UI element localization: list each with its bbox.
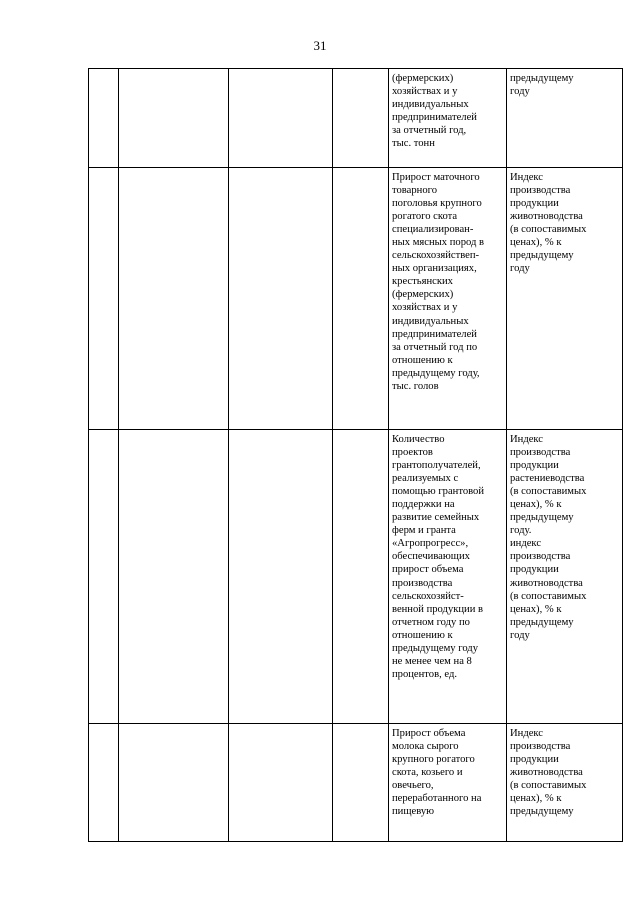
table-cell-empty — [333, 724, 389, 842]
table-cell-index — [507, 724, 623, 842]
table-row — [89, 168, 623, 430]
indicator-text: (фермерских) хозяйствах и у индивидуальных предпринимателей за отчетный год, тыс. тонн — [392, 73, 477, 150]
table-cell-empty — [333, 69, 389, 168]
table-cell-number — [89, 724, 119, 842]
table-cell-empty — [333, 168, 389, 430]
indicator-text: Количество проектов грантополучателей, реализуемых с помощью грантовой поддержки на развитие семейных ферм и гранта «Агропрогресс», обеспечивающих прирост объема производства сельскохозяйст- венной продукции в отчетном году по отношению к предыдущему году не менее чем на 8 процентов, ед. — [392, 434, 485, 680]
index-text: Индекс производства продукции животноводства (в сопоставимых ценах), % к предыдущему году — [510, 172, 587, 275]
table-cell-number — [89, 430, 119, 724]
table-cell-empty — [119, 430, 229, 724]
table-cell-empty — [229, 430, 333, 724]
table-cell-number — [89, 69, 119, 168]
index-text: Индекс производства продукции животноводства (в сопоставимых ценах), % к предыдущему — [510, 728, 587, 818]
table-cell-number — [89, 168, 119, 430]
page-number: 31 — [313, 38, 327, 53]
indicators-table — [88, 68, 623, 842]
table-cell-index — [507, 168, 623, 430]
table-row — [89, 69, 623, 168]
index-text: предыдущему году — [510, 73, 574, 98]
indicator-text: Прирост объема молока сырого крупного рогатого скота, козьего и овечьего, переработанного на пищевую — [392, 728, 482, 818]
table-cell-empty — [119, 69, 229, 168]
table-cell-indicator — [389, 430, 507, 724]
index-text: Индекс производства продукции растениеводства (в сопоставимых ценах), % к предыдущему году. индекс производства продукции животноводства (в сопоставимых ценах), % к предыдущему году — [510, 434, 587, 641]
table-cell-empty — [119, 168, 229, 430]
table-cell-empty — [229, 168, 333, 430]
table-cell-empty — [119, 724, 229, 842]
table-cell-indicator — [389, 69, 507, 168]
table-cell-empty — [229, 69, 333, 168]
table-row — [89, 430, 623, 724]
table-cell-index — [507, 430, 623, 724]
table-cell-index — [507, 69, 623, 168]
table-cell-empty — [229, 724, 333, 842]
table-cell-empty — [333, 430, 389, 724]
table-row — [89, 724, 623, 842]
table-cell-indicator — [389, 724, 507, 842]
indicator-text: Прирост маточного товарного поголовья крупного рогатого скота специализирован- ных мясных пород в сельскохозяйствеп- ных организациях, крестьянских (фермерских) хозяйствах и у индивидуальных предпринимателей за отчетный год по отношению к предыдущему году, тыс. голов — [392, 172, 485, 392]
table-cell-indicator — [389, 168, 507, 430]
